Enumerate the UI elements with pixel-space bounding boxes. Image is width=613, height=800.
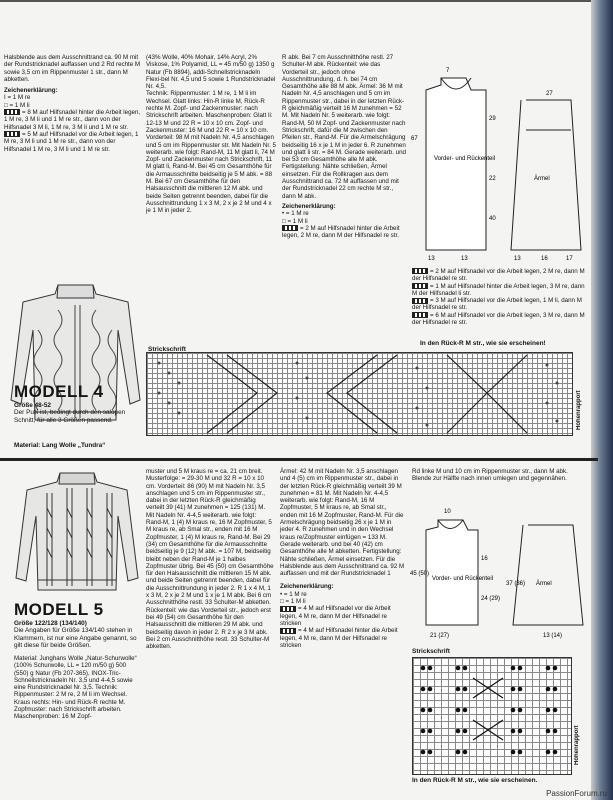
legend-item: = 8 M auf Hilfsnadel hinter die Arbeit legen, 1 M re, 3 M li und 1 M re str., dann von der Hilfsnadel 3 M li, 1 M re, 3 M li und 1 M re str.: [4, 109, 141, 131]
legend-item: = 1 M auf Hilfsnadel hinter die Arbeit legen, 3 M re, dann M der Hilfsnadel li str.: [412, 282, 585, 297]
model5-column-4: [412, 468, 587, 483]
model5-size: [14, 620, 139, 650]
legend-item: • = 1 M re: [280, 590, 307, 598]
legend-item: = 3 M auf Hilfsnadel vor die Arbeit legen, 1 M li, dann M der Hilfsnadel re str.: [412, 297, 582, 312]
model4-knitting-chart: [146, 352, 573, 436]
model5-column-2: [146, 468, 274, 650]
model5-knitting-chart: [412, 657, 572, 775]
body-text: Ärmel: 42 M mit Nadeln Nr. 3,5 anschlagen und 4 (5) cm im Rippenmuster str., dabei in der letzten Rück-R gleichmäßig verteilt 39 M zunehmen = 81 M. Mit Nadeln Nr. 4-4,5 weiterarb. wie folgt: Rand-M, 16 M Zopfmuster, 5 M kraus re, ab Smal str., enden mit 16 M Zopfmuster, Rand-M. Für die Armelschrägung beidseitig 26 x je 1 M in jeder 4. R zunehmen und in den Wechsel kraus re/Zopfmuster einfügen = 133 M. Gerade weiterarb. und bei 40 (42) cm Gesamthöhe alle M abketten. Fertigstellung: Nähte schließen, Ärmel einsetzen. Für die Halsblende aus dem Ausschnittrand ca. 92 M auffassen und mit der Rundstricknadel 1: [280, 468, 405, 578]
cable-symbol-icon: [4, 131, 20, 137]
dimension-label: 40: [489, 216, 496, 222]
sleeve-label: Ärmel: [534, 176, 550, 182]
legend-item: I = 1 M re: [4, 94, 31, 102]
chart-cable-marks: [147, 353, 572, 435]
cable-symbol-icon: [412, 283, 428, 289]
cable-symbol-icon: [280, 628, 296, 634]
legend-item: □ = 1 M li: [280, 598, 306, 606]
sleeve-label: Ärmel: [536, 581, 552, 587]
dimension-label: 13: [428, 256, 435, 262]
legend-item: = 2 M auf Hilfsnadel vor die Arbeit legen, 2 M re, dann M der Hilfsnadel re str.: [412, 268, 585, 283]
dimension-label: 29: [489, 116, 496, 122]
model5-column-1: [14, 655, 139, 721]
legend-title: Zeichenerklärung:: [280, 583, 334, 591]
legend-item: □ = 1 M li: [4, 101, 30, 109]
model4-size: [14, 402, 139, 424]
cable-symbol-icon: [282, 225, 298, 231]
size-text: Der Pulli ist, bedingt durch den salopen Schnitt, für alle 3 Größen passend.: [14, 409, 126, 424]
legend-title: Zeichenerklärung:: [282, 202, 336, 210]
front-back-label: Vorder- und Rückenteil: [434, 156, 496, 162]
legend-item: = 5 M auf Hilfsnadel vor die Arbeit legen, 1 M re, 3 M li und 1 M re str., dann von der Hilfsnadel 1 M re, 3 M li und 1 M re str.: [4, 130, 139, 153]
body-text: Rd linke M und 10 cm im Rippenmuster str., dann M abk. Blende zur Hälfte nach innen umlegen und gegennähen.: [412, 468, 568, 483]
model4-material: Material: Lang Wolle „Tundra“: [14, 442, 106, 449]
model5-height-repeat: Höhenrapport: [574, 725, 580, 765]
model4-legend-title: Zeichenerklärung:: [4, 87, 58, 95]
size-text: Die Angaben für Größe 134/140 stehen in Klammern, ist nur eine Angabe genannt, so gilt diese für beide Größen.: [14, 627, 137, 650]
dimension-label: 13 (14): [543, 633, 563, 639]
cable-symbol-icon: [412, 312, 428, 318]
dimension-label: 16: [541, 256, 548, 262]
legend-item: □ = 1 M li: [282, 217, 308, 225]
dimension-label: 16: [481, 556, 488, 562]
cable-symbol-icon: [412, 268, 428, 274]
dimension-label: 13: [461, 256, 468, 262]
dimension-label: 10: [444, 509, 451, 515]
legend-item: = 4 M auf Hilfsnadel vor die Arbeit legen, 4 M re, dann M der Hilfsnadel re stricken: [280, 605, 391, 627]
model4-column-1: [4, 54, 142, 153]
top-rule: [0, 0, 598, 2]
model4-column-2: [146, 54, 276, 215]
front-back-label: Vorder- und Rückenteil: [432, 576, 494, 582]
dimension-label: 22: [489, 176, 496, 182]
model5-chart-note: In den Rück-R M str., wie sie erscheinen.: [412, 777, 538, 784]
body-text: muster und 5 M kraus re = ca. 21 cm breit. Musterfolge: = 29-30 M und 32 R = 10 x 10 cm. Vorderteil: 86 (90) M mit Nadeln Nr. 3,5 anschlagen und 5 cm im Rippenmuster str., dabei in der letzten Rück-R gleichmäßig verteilt 39 (41) M zunehmen = 125 (131) M. Mit Nadeln Nr. 4-4,5 weiterarb. wie folgt: Rand-M, 1 (4) M kraus re, 16 M Zopfmuster, 5 M kraus re, ab Smal str., enden mit 16 M Zopfmuster, 1 (4) M kraus re, Rand-M. Bei 29 (34) cm Gesamthöhe für die Armausschnitte beidseitig je 9 (12) M abk. = 107 M, beidseitig bleibt neben der Rand-M je 1 halbes Zopfmuster übrig. Bei 45 (50) cm Gesamthöhe für den Halsausschnitt die mittleren 15 M abk. und beide Seiten getrennt beenden, dabei für die Ausschnittrundung in jeder 2. R 1 x 4 M, 1 x 3 M, 2 x je 2 M und 1 x je 1 M abk. Bei 6 cm Ausschnitthöhe restl. 33 Schulter-M abketten. Rückenteil: wie das Vorderteil str., jedoch erst bei 49 (54) cm Gesamthöhe für den Halsausschnitt die mittleren 29 M abk. und beidseitig davon in jeder 2. R 2 x je 3 M abk. Bei 2 cm Ausschnitthöhe restl. 33 Schulter-M abketten.: [146, 468, 274, 651]
technique-text: Technik: Rippenmuster: 1 M re, 1 M li im Wechsel. Glatt links: Hin-R linke M, Rück-R rechte M. Zopf- und Zackenmuster: nach Strickschrift arbeiten. Maschenproben: Glatt li: 12-13 M und 22 R = 10 x 10 cm. Zopf- und Zackenmuster: 16 M und 22 R = 10 x 10 cm. Vorderteil: 98 M mit Nadeln Nr. 4,5 anschlagen und 5 cm im Rippenmuster str. Mit Nadeln Nr. 5 weiterarb. wie folgt: Rand-M, 11 M glatt li, 74 M Zopf- und Zackenmuster nach Strickschrift, 11 M glatt li, Rand-M. Bei 45 cm Gesamthöhe für die Armausschnitte beidseitig je 5 M abk. = 88 M. Bei 67 cm Gesamthöhe für den Halsausschnitt die mittleren 12 M abk. und beide Seiten getrennt beenden, dabei für die Ausschnittrundung 1 x 3 M, 2 x je 2 M und 4 x je 1 M in jeder 2.: [146, 90, 276, 215]
section-divider: [0, 458, 598, 461]
dimension-label: 7: [446, 68, 450, 74]
dimension-label: 67: [411, 136, 418, 142]
cable-symbol-icon: [412, 298, 428, 304]
model4-legend-2: [412, 268, 587, 326]
model4-schematic: [406, 60, 596, 265]
dimension-label: 13: [514, 256, 521, 262]
model5-column-3: [280, 468, 405, 649]
size-label: Größe 122/128 (134/140): [14, 620, 87, 627]
size-label: Größe 48-52: [14, 402, 51, 409]
model4-height-repeat: Höhenrapport: [576, 390, 582, 430]
dimension-label: 45 (50): [410, 571, 430, 577]
model4-intro: Halsblende aus dem Ausschnittrand ca. 90 M mit der Rundstricknadel auffassen und 2 Rd rechte M sowie 3,5 cm im Rippenmuster 1 str., dann M abketten.: [4, 54, 141, 83]
legend-item: = 4 M auf Hilfsnadel hinter die Arbeit legen, 4 M re, dann M der Hilfsnadel re stricken: [280, 627, 398, 649]
model5-schematic: [408, 505, 596, 645]
model4-chart-note: In den Rück-R M str., wie sie erscheinen!: [420, 340, 546, 347]
model5-title: MODELL 5: [14, 600, 104, 619]
body-text: R abk. Bei 7 cm Ausschnitthöhe restl. 27 Schulter-M abk. Rückenteil: wie das Vorderteil str., jedoch ohne Ausschnittrundung, d. h. bei 74 cm Gesamthöhe alle 88 M abk. Ärmel: 36 M mit Nadeln Nr. 4,5 anschlagen und 5 cm im Rippenmuster str., dabei in der letzten Rück-R gleichmäßig verteilt 16 M zunehmen = 52 M. Mit Nadeln Nr. 5 weiterarb. wie folgt: Rand-M, 50 M Zopf- und Zackenmuster nach Strickschrift, dafür die M zwischen den Pfeilen str., Rand-M. Für die Armelschrägung beidseitig 16 x je 1 M in jeder 6. R zunehmen und glatt li str. = 84 M. Gerade weiterarb. und bei 53 cm Gesamthöhe alle M abk. Fertigstellung: Nähte schließen, Ärmel einsetzen. Für die Rollkragen aus dem Ausschnittrand ca. 72 M auffassen und mit der Rundstricknadel 22 cm rechte M str., dann M abk.: [282, 54, 406, 200]
model4-title: MODELL 4: [14, 382, 104, 401]
legend-item: = 6 M auf Hilfsnadel vor die Arbeit legen, 3 M re, dann M der Hilfsnadel re str.: [412, 311, 585, 327]
dimension-label: 21 (27): [430, 633, 450, 639]
dimension-label: 24 (29): [481, 596, 501, 602]
legend-item: = 2 M auf Hilfsnadel hinter die Arbeit legen, 2 M re, dann M der Hilfsnadel re str.: [282, 224, 400, 240]
chart-dots: [413, 658, 571, 774]
legend-item: • = 1 M re: [282, 210, 309, 218]
model4-column-3: [282, 54, 407, 239]
cable-symbol-icon: [280, 606, 296, 612]
model4-chart-title: Strickschrift: [148, 346, 186, 353]
dimension-label: 17: [566, 256, 573, 262]
model5-sweater-illustration: [12, 468, 142, 598]
dimension-label: 27: [546, 91, 553, 97]
material-text: Material: Junghans Wolle „Natur-Schurwolle“ (100% Schurwolle, LL = 120 m/50 g) 500 (550) g Natur (Fb 207-365), INOX-Tric-Schnellstricknadeln Nr. 3,5 und 4-4,5 sowie eine Rundstricknadel Nr. 3,5. Technik: Rippenmuster: 2 M re, 2 M li im Wechsel. Kraus rechts: Hin- und Rück-R rechte M. Zopfmuster: nach Strickschrift arbeiten. Maschenproben: 16 M Zopf-: [14, 655, 137, 721]
cable-symbol-icon: [4, 109, 20, 115]
watermark: PassionForum.ru: [546, 789, 607, 798]
model5-chart-title: Strickschrift: [412, 648, 450, 655]
dimension-label: 37 (36): [506, 581, 526, 587]
material-text: (43% Wolle, 40% Mohair, 14% Acryl, 2% Viskose, 1% Polyamid, LL = 45 m/50 g) 1350 g Natur (Fb 8894), addi-Schnellstricknadeln Flexi-bel Nr. 4,5 und 5 sowie 1 Rundstricknadel Nr. 4,5.: [146, 54, 276, 91]
